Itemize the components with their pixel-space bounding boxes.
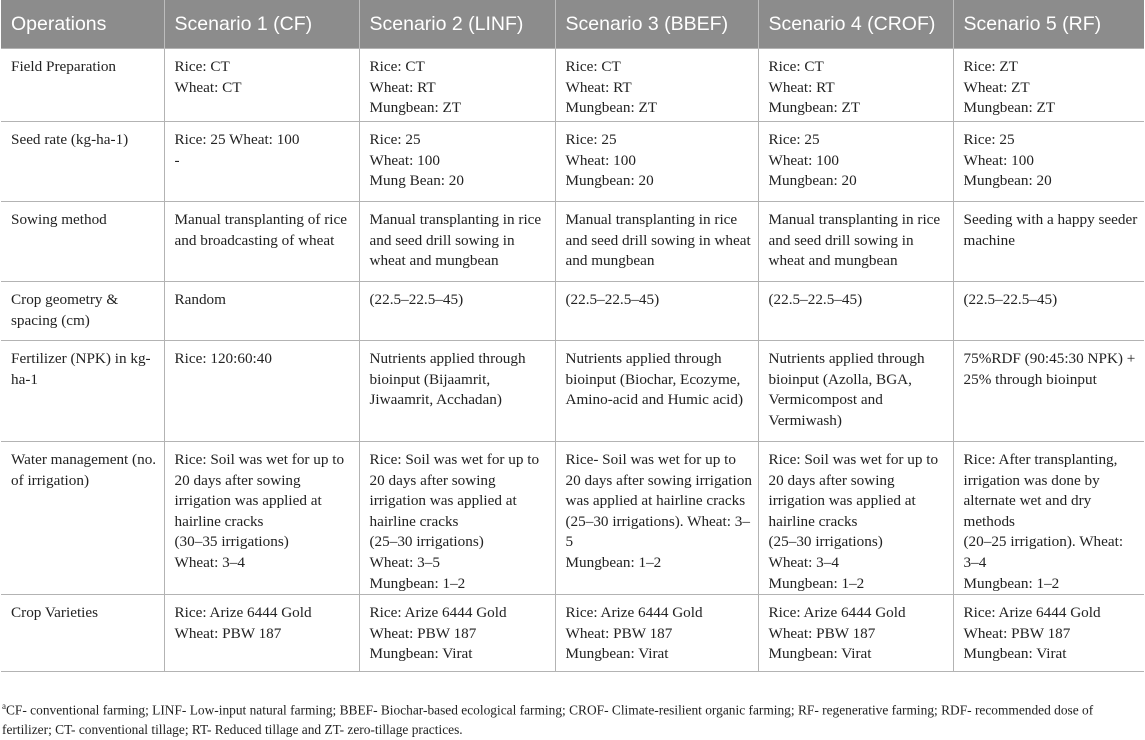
table-cell	[555, 282, 758, 341]
cell-line: Mungbean: ZT	[565, 99, 658, 117]
cell-line: Rice: ZT	[963, 58, 1018, 75]
cell-line: Mungbean: 20	[565, 172, 654, 190]
table-cell	[359, 341, 555, 442]
cell-line: Manual transplanting in rice and seed drill sowing in wheat and mungbean	[369, 211, 542, 270]
cell-line: Manual transplanting in rice and seed drill sowing in wheat and mungbean	[565, 211, 751, 270]
row-label: Field Preparation	[1, 49, 164, 122]
table-cell	[164, 49, 359, 122]
table-cell	[359, 282, 555, 341]
cell-line: Wheat: RT	[369, 78, 436, 96]
table-row	[1, 202, 1144, 282]
cell-line: Rice: CT	[174, 58, 230, 75]
table-cell	[359, 202, 555, 282]
table-cell	[164, 202, 359, 282]
cell-line: Rice- Soil was wet for up to 20 days after sowing irrigation was applied at hairline cracks	[565, 451, 752, 510]
cell-line: Wheat: PBW 187	[174, 624, 282, 642]
cell-line: Rice: Soil was wet for up to 20 days after sowing irrigation was applied at hairline cracks	[174, 451, 345, 530]
cell-line: Wheat: 100	[565, 151, 636, 169]
cell-line: 75%RDF (90:45:30 NPK) + 25% through bioinput	[963, 350, 1136, 388]
cell-line: Rice: After transplanting, irrigation was done by alternate wet and dry methods	[963, 451, 1118, 530]
table-cell	[758, 341, 953, 442]
cell-line: Wheat: CT	[174, 78, 242, 96]
cell-line: Rice: 25	[963, 131, 1015, 148]
column-header-scenario-5: Scenario 5 (RF)	[953, 0, 1144, 49]
cell-line: Wheat: ZT	[963, 78, 1030, 96]
table-cell	[555, 341, 758, 442]
column-header-scenario-3: Scenario 3 (BBEF)	[555, 0, 758, 49]
cell-line: Wheat: PBW 187	[565, 624, 673, 642]
cell-line: Mungbean: ZT	[768, 99, 861, 117]
cell-line: Random	[174, 291, 226, 308]
table-row	[1, 442, 1144, 595]
cell-line: Rice: 25	[768, 131, 820, 148]
cell-line: Nutrients applied through bioinput (Bijaamrit, Jiwaamrit, Acchadan)	[369, 350, 526, 409]
cell-line: Wheat: PBW 187	[768, 624, 876, 642]
cell-line: Wheat: RT	[768, 78, 835, 96]
table-cell	[359, 595, 555, 672]
cell-line: Mungbean: 1–2	[369, 574, 466, 592]
table-cell	[758, 595, 953, 672]
table-row	[1, 49, 1144, 122]
cell-line: Wheat: PBW 187	[963, 624, 1071, 642]
cell-line: Wheat: RT	[565, 78, 632, 96]
table-header	[1, 0, 1144, 49]
table-cell	[164, 282, 359, 341]
cell-line: (22.5–22.5–45)	[369, 291, 464, 308]
cell-line: (22.5–22.5–45)	[565, 291, 660, 308]
table-cell	[758, 49, 953, 122]
scenario-table	[1, 0, 1144, 672]
cell-line: Mungbean: 20	[768, 172, 857, 190]
table-cell	[164, 595, 359, 672]
cell-line: -	[174, 151, 180, 169]
table-cell	[164, 122, 359, 202]
footnote-marker: a	[2, 701, 6, 711]
cell-line: Mungbean: 20	[963, 172, 1052, 190]
cell-line: Rice: 120:60:40	[174, 350, 272, 367]
cell-line: Mungbean: 1–2	[768, 574, 865, 592]
cell-line: (22.5–22.5–45)	[768, 291, 863, 308]
table-cell	[555, 202, 758, 282]
row-label: Crop geometry & spacing (cm)	[1, 282, 164, 341]
cell-line: Wheat: 100	[369, 151, 440, 169]
table-cell	[953, 282, 1144, 341]
table-cell	[953, 595, 1144, 672]
cell-line: Mungbean: Virat	[565, 645, 669, 663]
table-cell	[758, 122, 953, 202]
table-cell	[164, 442, 359, 595]
table-cell	[758, 202, 953, 282]
header-row	[1, 0, 1144, 49]
cell-line: Wheat: 3–5	[369, 553, 440, 571]
cell-line: Manual transplanting in rice and seed drill sowing in wheat and mungbean	[768, 211, 941, 270]
cell-line: Rice: Arize 6444 Gold	[174, 604, 312, 622]
table-row	[1, 122, 1144, 202]
cell-line: (25–30 irrigations)	[768, 533, 883, 551]
row-label: Sowing method	[1, 202, 164, 282]
cell-line: Mung Bean: 20	[369, 172, 464, 190]
cell-line: Wheat: 100	[963, 151, 1034, 169]
cell-line: Mungbean: Virat	[768, 645, 872, 663]
table-row	[1, 341, 1144, 442]
cell-line: Rice: CT	[369, 58, 425, 75]
cell-line: (30–35 irrigations)	[174, 533, 289, 551]
table-cell	[359, 122, 555, 202]
table-cell	[953, 442, 1144, 595]
row-label: Water management (no. of irrigation)	[1, 442, 164, 595]
cell-line: Mungbean: Virat	[369, 645, 473, 663]
table-cell	[953, 122, 1144, 202]
row-label: Seed rate (kg-ha-1)	[1, 122, 164, 202]
table-footnote	[2, 696, 1142, 740]
cell-line: (25–30 irrigations)	[369, 533, 484, 551]
table-cell	[953, 49, 1144, 122]
footnote-text: CF- conventional farming; LINF- Low-input natural farming; BBEF- Biochar-based ecological farming; CROF- Climate-resilient organic farming; RF- regenerative farming; RDF- recommended dose of fertilizer; CT- conventional tillage; RT- Reduced tillage and ZT- zero-tillage practices.	[2, 702, 1094, 738]
cell-line: Rice: Arize 6444 Gold	[369, 604, 507, 622]
cell-line: Rice: Arize 6444 Gold	[768, 604, 906, 622]
table-cell	[953, 341, 1144, 442]
cell-line: Rice: 25	[369, 131, 421, 148]
column-header-operations: Operations	[1, 0, 164, 49]
cell-line: Rice: 25	[565, 131, 617, 148]
column-header-scenario-2: Scenario 2 (LINF)	[359, 0, 555, 49]
cell-line: Mungbean: Virat	[963, 645, 1067, 663]
row-label: Crop Varieties	[1, 595, 164, 672]
table-cell	[758, 442, 953, 595]
column-header-scenario-1: Scenario 1 (CF)	[164, 0, 359, 49]
cell-line: (22.5–22.5–45)	[963, 291, 1058, 308]
cell-line: Mungbean: 1–2	[963, 574, 1060, 592]
table-cell	[555, 595, 758, 672]
cell-line: Rice: Arize 6444 Gold	[565, 604, 703, 622]
table-cell	[953, 202, 1144, 282]
cell-line: Wheat: 3–4	[768, 553, 839, 571]
cell-line: (20–25 irrigation). Wheat: 3–4	[963, 533, 1124, 571]
table-body	[1, 49, 1144, 672]
cell-line: Wheat: 100	[768, 151, 839, 169]
table-cell	[555, 122, 758, 202]
cell-line: Mungbean: 1–2	[565, 553, 662, 571]
cell-line: Mungbean: ZT	[369, 99, 462, 117]
cell-line: Rice: Soil was wet for up to 20 days after sowing irrigation was applied at hairline cracks	[369, 451, 540, 530]
table-row	[1, 595, 1144, 672]
cell-line: Nutrients applied through bioinput (Azolla, BGA, Vermicompost and Vermiwash)	[768, 350, 925, 429]
table-row	[1, 282, 1144, 341]
cell-line: (25–30 irrigations). Wheat: 3–5	[565, 512, 750, 551]
cell-line: Rice: Arize 6444 Gold	[963, 604, 1101, 622]
cell-line: Rice: CT	[768, 58, 824, 75]
table-cell	[555, 49, 758, 122]
cell-line: Wheat: 3–4	[174, 553, 245, 571]
table-cell	[758, 282, 953, 341]
cell-line: Manual transplanting of rice and broadcasting of wheat	[174, 211, 347, 249]
cell-line: Nutrients applied through bioinput (Biochar, Ecozyme, Amino-acid and Humic acid)	[565, 350, 744, 409]
cell-line: Mungbean: ZT	[963, 99, 1056, 117]
cell-line: Rice: 25 Wheat: 100	[174, 131, 300, 148]
table-cell	[359, 442, 555, 595]
column-header-scenario-4: Scenario 4 (CROF)	[758, 0, 953, 49]
table-cell	[359, 49, 555, 122]
cell-line: Rice: Soil was wet for up to 20 days after sowing irrigation was applied at hairline cracks	[768, 451, 939, 530]
row-label: Fertilizer (NPK) in kg-ha-1	[1, 341, 164, 442]
table-cell	[555, 442, 758, 595]
cell-line: Rice: CT	[565, 58, 621, 75]
cell-line: Wheat: PBW 187	[369, 624, 477, 642]
cell-line: Seeding with a happy seeder machine	[963, 211, 1138, 249]
table-cell	[164, 341, 359, 442]
